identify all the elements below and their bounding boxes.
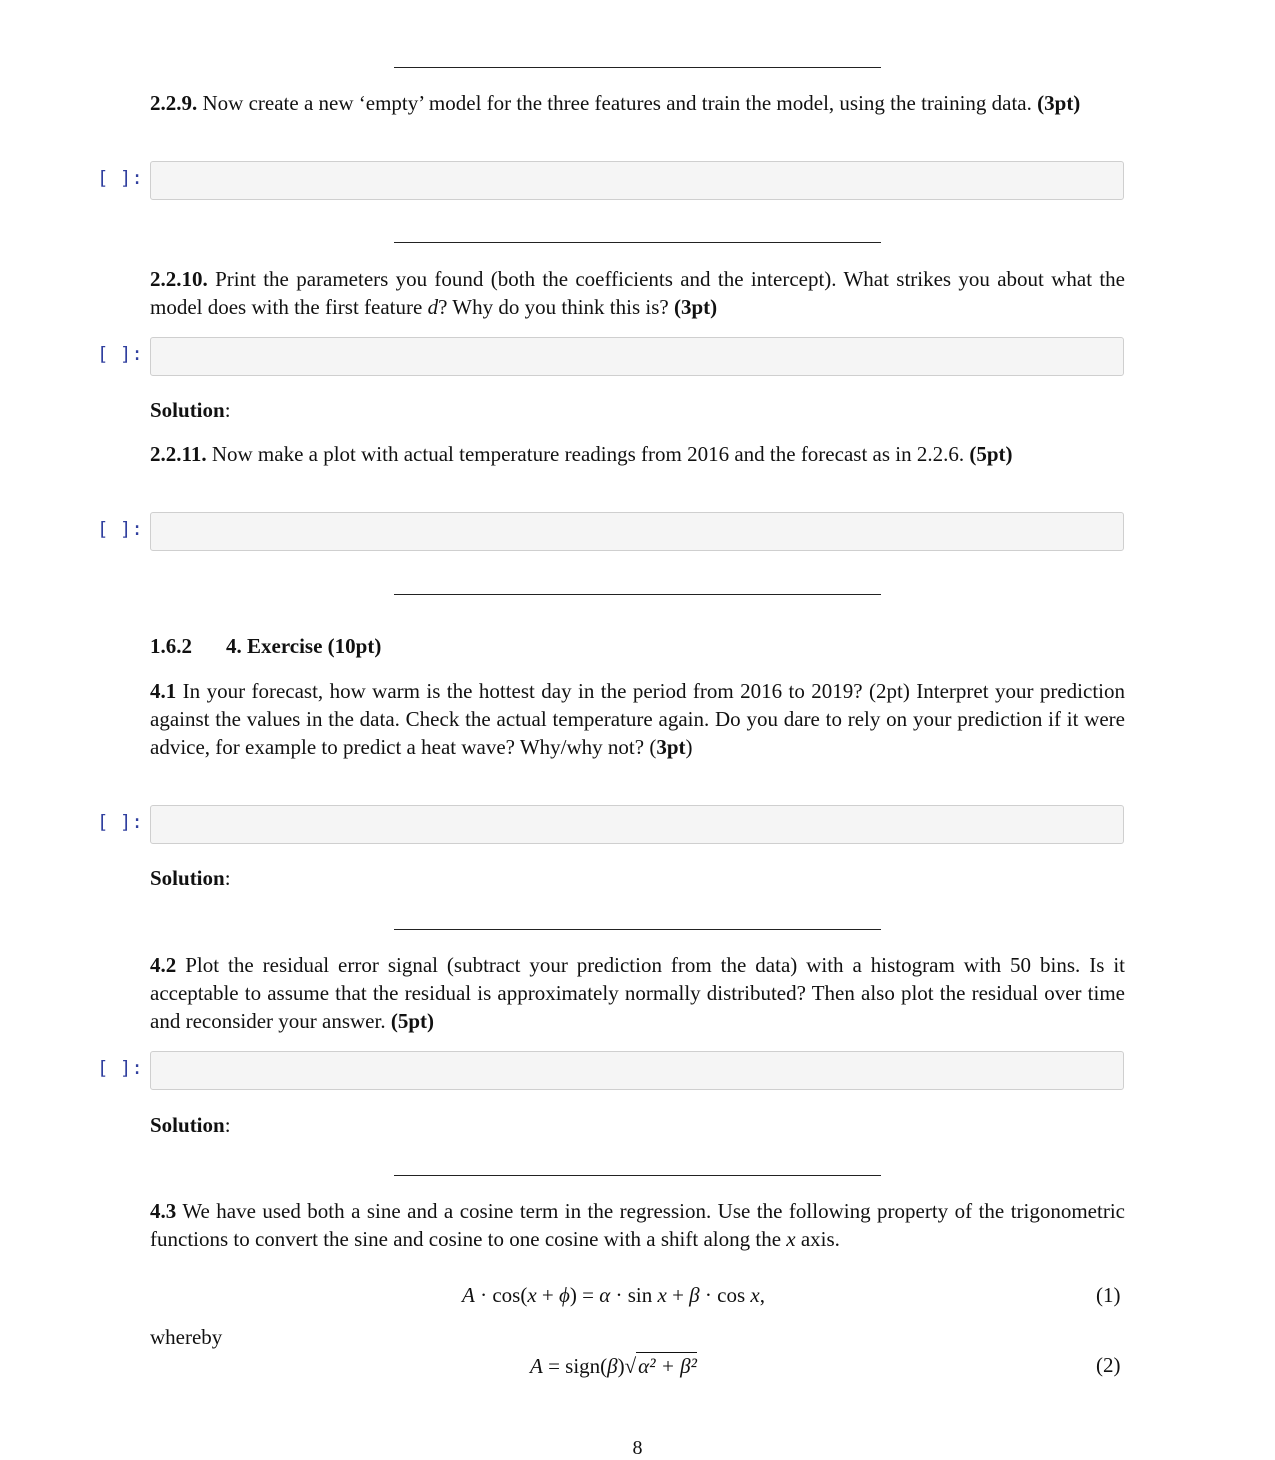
math-variable: x — [786, 1227, 796, 1251]
section-heading — [150, 634, 381, 659]
question-4-3 — [150, 1197, 1125, 1253]
question-4-1 — [150, 677, 1125, 761]
question-4-2 — [150, 951, 1125, 1035]
section-title: 4. Exercise (10pt) — [226, 634, 382, 658]
math-variable: d — [427, 295, 439, 319]
math-operator: ) — [617, 1354, 625, 1378]
question-2-2-9 — [150, 89, 1125, 117]
question-text: In your forecast, how warm is the hottest day in the period from 2016 to 2019? (2pt) Interpret your prediction against the values in the data. Check the actual temperature again. Do you dare to rely on your prediction if it were advice, for example to predict a heat wave? Why/why not? ( — [150, 679, 1125, 759]
question-2-2-11 — [150, 440, 1125, 468]
solution-label — [150, 398, 231, 423]
divider-rule — [394, 594, 881, 595]
question-number: 2.2.10. — [150, 267, 208, 291]
question-text: Now make a plot with actual temperature readings from 2016 and the forecast as in 2.2.6. — [206, 442, 970, 466]
math-operator: + — [536, 1283, 559, 1307]
question-points: (5pt) — [390, 1009, 435, 1033]
solution-label — [150, 1113, 231, 1138]
whereby-text: whereby — [150, 1325, 223, 1349]
math-operator: ) = — [569, 1283, 600, 1307]
math-symbol: β — [689, 1283, 700, 1307]
cell-prompt: [ ]: — [97, 1057, 143, 1079]
math-operator: + — [666, 1283, 690, 1307]
equation-number: (2) — [1096, 1353, 1121, 1377]
equation-1 — [462, 1283, 765, 1308]
question-number: 2.2.11. — [150, 442, 207, 466]
code-cell-input[interactable] — [150, 337, 1124, 376]
question-number: 4.3 — [150, 1199, 177, 1223]
question-text: We have used both a sine and a cosine term in the regression. Use the following property of the trigonometric functions to convert the sine and cosine to one cosine with a shift along the — [150, 1199, 1125, 1251]
question-text: Print the parameters you found (both the coefficients and the intercept). What strikes you about what the model does with the first feature — [150, 267, 1125, 319]
solution-colon: : — [224, 1113, 231, 1137]
sqrt-radicand: α² + β² — [638, 1354, 697, 1378]
math-symbol: x — [527, 1283, 537, 1307]
question-text: axis. — [795, 1227, 840, 1251]
math-operator: · cos( — [474, 1283, 528, 1307]
equation-2 — [530, 1352, 697, 1379]
cell-prompt: [ ]: — [97, 167, 143, 189]
solution-word: Solution — [150, 398, 225, 422]
question-text: Plot the residual error signal (subtract your prediction from the data) with a histogram with 50 bins. Is it acceptable to assume that the residual is approximately normally distributed? Then also plot the residual over time and reconsider your answer. — [150, 953, 1125, 1033]
math-operator: , — [759, 1283, 765, 1307]
cell-prompt: [ ]: — [97, 343, 143, 365]
question-text: ) — [685, 735, 693, 759]
math-operator: = sign( — [542, 1354, 608, 1378]
code-cell-input[interactable] — [150, 805, 1124, 844]
page-number: 8 — [632, 1437, 643, 1459]
solution-word: Solution — [150, 1113, 225, 1137]
question-2-2-10 — [150, 265, 1125, 321]
divider-rule — [394, 242, 881, 243]
solution-label — [150, 866, 231, 891]
math-symbol: ϕ — [558, 1283, 570, 1307]
question-points: 3pt — [656, 735, 686, 759]
math-symbol: A — [462, 1283, 475, 1307]
question-number: 4.1 — [150, 679, 177, 703]
code-cell-input[interactable] — [150, 1051, 1124, 1090]
solution-colon: : — [224, 866, 231, 890]
question-points: (3pt) — [673, 295, 718, 319]
code-cell-input[interactable] — [150, 512, 1124, 551]
cell-prompt: [ ]: — [97, 518, 143, 540]
question-text: Now create a new ‘empty’ model for the three features and train the model, using the training data. — [197, 91, 1038, 115]
question-number: 4.2 — [150, 953, 177, 977]
section-number: 1.6.2 — [150, 634, 192, 658]
divider-rule — [394, 929, 881, 930]
question-points: (5pt) — [969, 442, 1013, 466]
solution-word: Solution — [150, 866, 225, 890]
math-symbol: x — [750, 1283, 760, 1307]
math-symbol: β — [607, 1354, 618, 1378]
math-operator: · cos — [699, 1283, 751, 1307]
divider-rule — [394, 67, 881, 68]
question-points: (3pt) — [1037, 91, 1081, 115]
divider-rule — [394, 1175, 881, 1176]
equation-number: (1) — [1096, 1283, 1121, 1307]
question-text: ? Why do you think this is? — [438, 295, 674, 319]
solution-colon: : — [224, 398, 231, 422]
question-number: 2.2.9. — [150, 91, 198, 115]
sqrt-symbol: √ — [624, 1354, 637, 1378]
code-cell-input[interactable] — [150, 161, 1124, 200]
math-symbol: x — [657, 1283, 667, 1307]
cell-prompt: [ ]: — [97, 811, 143, 833]
math-symbol: A — [530, 1354, 543, 1378]
math-operator: · sin — [610, 1283, 658, 1307]
math-symbol: α — [599, 1283, 611, 1307]
